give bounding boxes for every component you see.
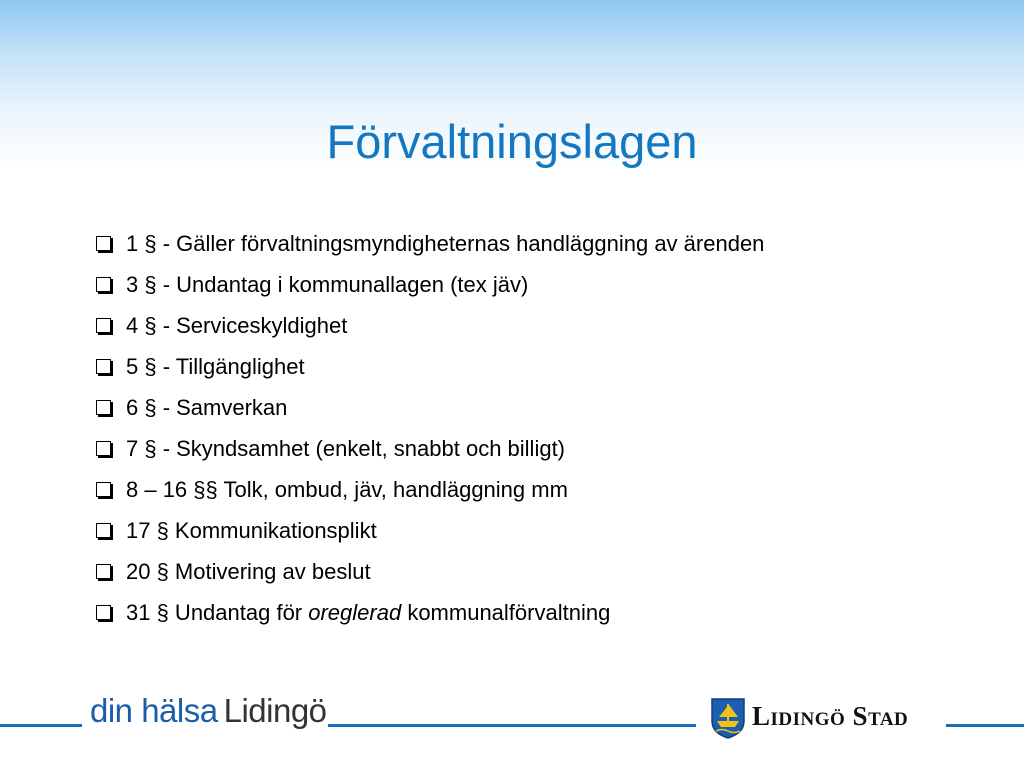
bullet-text: 5 § - Tillgänglighet	[126, 354, 305, 379]
bullet-text-italic: oreglerad	[308, 600, 402, 625]
list-item	[96, 354, 896, 380]
footer-divider-right	[946, 724, 1024, 727]
list-item	[96, 518, 896, 544]
list-item	[96, 436, 896, 462]
bullet-text: 3 § - Undantag i kommunallagen (tex jäv)	[126, 272, 529, 297]
checkbox-icon	[96, 605, 111, 620]
list-item	[96, 600, 896, 626]
bullet-text: 17 § Kommunikationsplikt	[126, 518, 377, 543]
din-halsa-text: din hälsa	[90, 692, 218, 729]
checkbox-icon	[96, 359, 111, 374]
checkbox-icon	[96, 441, 111, 456]
bullet-text-end: kommunalförvaltning	[401, 600, 611, 625]
checkbox-icon	[96, 400, 111, 415]
footer-divider-middle	[328, 724, 696, 727]
checkbox-icon	[96, 482, 111, 497]
list-item	[96, 559, 896, 585]
bullet-text: 1 § - Gäller förvaltningsmyndigheternas handläggning av ärenden	[126, 231, 765, 256]
ship-crest-icon	[710, 697, 746, 739]
bullet-text: 20 § Motivering av beslut	[126, 559, 371, 584]
list-item	[96, 272, 896, 298]
checkbox-icon	[96, 318, 111, 333]
bullet-text: 4 § - Serviceskyldighet	[126, 313, 348, 338]
list-item	[96, 313, 896, 339]
list-item	[96, 395, 896, 421]
checkbox-icon	[96, 564, 111, 579]
checkbox-icon	[96, 236, 111, 251]
bullet-text-start: 31 § Undantag för	[126, 600, 309, 625]
bullet-text: 7 § - Skyndsamhet (enkelt, snabbt och billigt)	[126, 436, 566, 461]
bullet-text	[126, 600, 610, 625]
bullet-text: 6 § - Samverkan	[126, 395, 288, 420]
list-item	[96, 477, 896, 503]
bullet-text: 8 – 16 §§ Tolk, ombud, jäv, handläggning mm	[126, 477, 568, 502]
lidingo-logo-text: Lidingö	[223, 692, 327, 729]
checkbox-icon	[96, 277, 111, 292]
checkbox-icon	[96, 523, 111, 538]
slide-title: Förvaltningslagen	[326, 115, 698, 168]
footer-divider-left	[0, 724, 82, 727]
lidingo-stad-logo-text: Lidingö Stad	[752, 701, 909, 731]
bullet-list	[96, 231, 896, 641]
list-item	[96, 231, 896, 257]
din-halsa-logo	[90, 694, 327, 727]
